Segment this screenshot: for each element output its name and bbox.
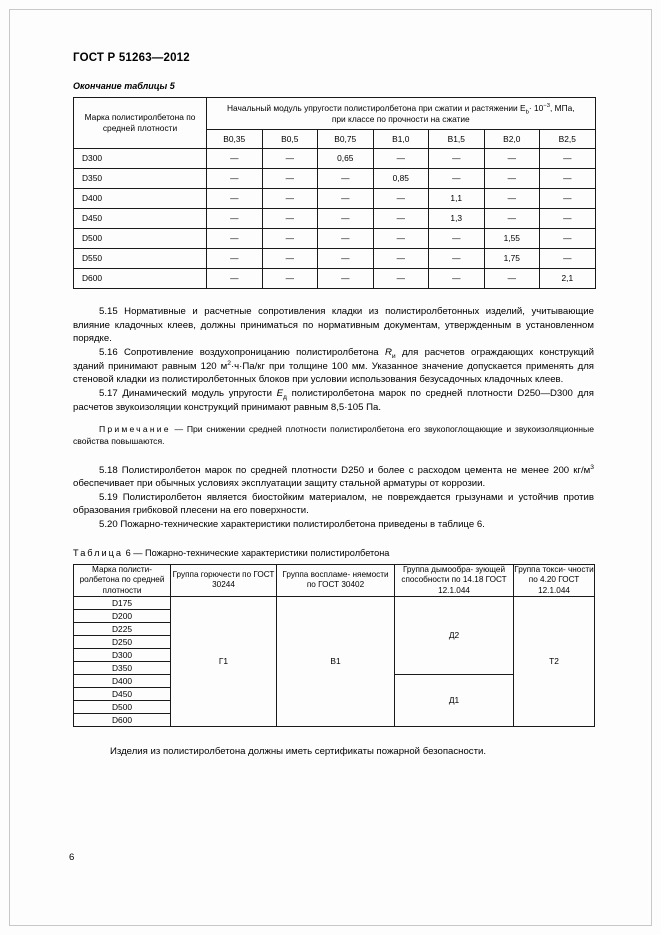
table5-cell: — <box>429 149 485 169</box>
table5-cell: — <box>484 269 540 289</box>
table5-cell: — <box>484 169 540 189</box>
table5-cell: 1,55 <box>484 229 540 249</box>
table5-group-exponent: −3 <box>543 103 550 110</box>
table5-cell: — <box>540 189 596 209</box>
body-text-block <box>73 305 594 414</box>
clause-5-16-part2: для расчетов ограждающих конструкций зданий принимают равным 120 м <box>73 347 594 372</box>
page-number: 6 <box>69 852 75 863</box>
table5-cell: — <box>262 249 318 269</box>
table-row <box>74 169 596 189</box>
table5-cell: — <box>207 189 263 209</box>
table6-row-mark: D250 <box>74 636 171 649</box>
table5-cell: 0,85 <box>373 169 429 189</box>
table6-toxicity-value: Т2 <box>514 597 595 727</box>
table5-cell: — <box>429 169 485 189</box>
table5-cell: — <box>429 249 485 269</box>
table5-cell: — <box>540 149 596 169</box>
table6-row-mark: D400 <box>74 675 171 688</box>
table6-row-mark: D450 <box>74 688 171 701</box>
table5-header-row-1 <box>74 98 596 130</box>
clause-5-17-part1: 5.17 Динамический модуль упругости <box>99 387 277 399</box>
table5-cell: — <box>262 269 318 289</box>
clause-5-20: 5.20 Пожарно-технические характеристики полистиролбетона приведены в таблице 6. <box>99 518 485 530</box>
clause-5-17-part2: полистиролбетона марок по средней плотности D250—D300 для расчетов звукоизоляции конструкций принимают равным 8,5·105 Па. <box>73 387 594 413</box>
table6-row-mark: D350 <box>74 662 171 675</box>
table5-cell: — <box>373 229 429 249</box>
table5-cell: — <box>318 209 374 229</box>
table6-header-row <box>74 564 595 597</box>
table6-caption-number: 6 <box>123 547 131 558</box>
clause-5-17-symbol-subscript: д <box>283 393 287 401</box>
table5-cell: — <box>373 149 429 169</box>
table-5 <box>73 97 596 289</box>
table-row <box>74 209 596 229</box>
standard-number-header: ГОСТ Р 51263—2012 <box>73 52 190 64</box>
table6-caption-text: — Пожарно-технические характеристики полистиролбетона <box>130 547 390 558</box>
table5-cell: — <box>318 169 374 189</box>
table5-cell: 1,1 <box>429 189 485 209</box>
table5-cell: — <box>429 269 485 289</box>
table5-group-multiplier: · 10 <box>528 103 544 113</box>
table5-row-mark: D550 <box>74 249 207 269</box>
table5-caption: Окончание таблицы 5 <box>73 81 175 91</box>
table5-group-header <box>207 98 596 130</box>
table5-cell: — <box>373 269 429 289</box>
table6-header-smoke: Группа дымообра- зующей способности по 14.18 ГОСТ 12.1.044 <box>395 564 514 597</box>
clause-5-17-symbol: E <box>276 387 284 399</box>
table5-cell: — <box>484 189 540 209</box>
table5-cell: — <box>540 249 596 269</box>
table5-row-mark: D400 <box>74 189 207 209</box>
closing-paragraph: Изделия из полистиролбетона должны иметь сертификаты пожарной безопасности. <box>110 746 487 758</box>
clause-5-16-part3: ·ч·Па/кг при толщине 100 мм. Указанное значение допускается применять для стеновой кладки из полистиролбетонных блоков при условии использования безусадочных кладочных клеев. <box>73 360 594 386</box>
table6-smoke-value-lower: Д1 <box>395 675 514 727</box>
table6-flammability-value: Г1 <box>171 597 277 727</box>
table5-group-line2-text: при классе по прочности на сжатие <box>331 113 470 124</box>
note-text: — При снижении средней плотности полистиролбетона его звукопоглощающие и звукоизоляционные свойства повышаются. <box>73 424 594 447</box>
table5-cell: — <box>318 249 374 269</box>
table5-cell: — <box>207 169 263 189</box>
table-row <box>74 229 596 249</box>
table5-cell: — <box>373 209 429 229</box>
table5-class-header-6: В2,5 <box>540 129 596 149</box>
table5-cell: — <box>262 149 318 169</box>
table5-cell: — <box>540 229 596 249</box>
table6-caption-label: Таблица <box>73 547 124 558</box>
clause-5-15: 5.15 Нормативные и расчетные сопротивления кладки из полистиролбетонных изделий, учитывающие влияние кладочных клеев, должны приниматься по нормативным документам, утвержденным в установленном порядке. <box>73 306 594 345</box>
table6-header-toxicity: Группа токси- чности по 4.20 ГОСТ 12.1.044 <box>514 564 594 595</box>
table5-cell: — <box>318 189 374 209</box>
table5-class-header-5: В2,0 <box>484 129 540 149</box>
clause-5-18-part2: обеспечивает при обычных условиях эксплуатации защиту стальной арматуры от коррозии. <box>73 478 486 490</box>
table6-body <box>74 597 595 727</box>
table5-class-header-4: В1,5 <box>429 129 485 149</box>
table6-caption <box>73 548 594 558</box>
table6-row-mark: D300 <box>74 649 171 662</box>
table6-row-mark: D225 <box>74 623 171 636</box>
table5-cell: — <box>262 229 318 249</box>
table5-mark-column-header: Марка полистиролбетона по средней плотности <box>74 98 207 149</box>
table-row <box>74 269 596 289</box>
table5-cell: — <box>373 249 429 269</box>
table5-cell: 0,65 <box>318 149 374 169</box>
table5-class-header-2: В0,75 <box>318 129 374 149</box>
table5-cell: — <box>207 229 263 249</box>
clause-5-16-symbol: R <box>384 347 392 359</box>
table6-row-mark: D500 <box>74 701 171 714</box>
clause-5-18 <box>73 464 594 491</box>
table5-cell: — <box>540 209 596 229</box>
table5-class-header-0: В0,35 <box>207 129 263 149</box>
table5-body <box>74 149 596 289</box>
note-paragraph <box>73 423 594 447</box>
table6-ignitability-value: В1 <box>277 597 395 727</box>
table5-cell: — <box>207 249 263 269</box>
clause-5-19: 5.19 Полистиролбетон является биостойким материалом, не повреждается грызунами и устойчив против образования грибковой плесени на его поверхности. <box>73 491 594 517</box>
table5-cell: — <box>262 169 318 189</box>
table5-cell: — <box>262 189 318 209</box>
table5-row-mark: D300 <box>74 149 207 169</box>
table5-cell: 1,3 <box>429 209 485 229</box>
table6-row-mark: D600 <box>74 714 171 727</box>
table6-smoke-value-upper: Д2 <box>395 597 514 675</box>
table5-cell: — <box>318 269 374 289</box>
table5-cell: — <box>207 269 263 289</box>
clause-5-16-part1: 5.16 Сопротивление воздухопроницанию полистиролбетона <box>99 347 385 359</box>
table6-header-ignitability: Группа воспламе- няемости по ГОСТ 30402 <box>277 564 395 597</box>
table5-row-mark: D600 <box>74 269 207 289</box>
table5-cell: 1,75 <box>484 249 540 269</box>
table6-header-flammability: Группа горючести по ГОСТ 30244 <box>171 564 277 597</box>
table-row <box>74 189 596 209</box>
table-row <box>74 597 595 610</box>
clause-5-16 <box>73 346 594 387</box>
table6-header-mark: Марка полисти- ролбетона по средней плотности <box>74 564 171 597</box>
table-row <box>74 249 596 269</box>
page-content <box>73 0 594 757</box>
table6-row-mark: D175 <box>74 597 171 610</box>
table5-cell: — <box>207 209 263 229</box>
clause-5-16-exponent: 2 <box>227 359 231 367</box>
table5-cell: — <box>373 189 429 209</box>
table6-row-mark: D200 <box>74 610 171 623</box>
clause-5-18-exponent: 3 <box>590 463 594 471</box>
table5-row-mark: D350 <box>74 169 207 189</box>
clause-5-18-part1: 5.18 Полистиролбетон марок по средней плотности D250 и более с расходом цемента не менее 200 кг/м <box>99 464 591 476</box>
table5-group-units: , МПа, <box>550 103 575 113</box>
table5-class-header-1: В0,5 <box>262 129 318 149</box>
clause-5-16-symbol-subscript: и <box>391 352 396 360</box>
table5-cell: — <box>207 149 263 169</box>
table5-group-symbol-subscript: b <box>525 109 529 116</box>
table5-cell: — <box>262 209 318 229</box>
table-row <box>74 149 596 169</box>
note-label: Примечание <box>99 424 171 435</box>
table5-class-header-3: В1,0 <box>373 129 429 149</box>
table5-cell: — <box>540 169 596 189</box>
table5-row-mark: D500 <box>74 229 207 249</box>
table5-cell: 2,1 <box>540 269 596 289</box>
table5-cell: — <box>484 149 540 169</box>
table5-cell: — <box>318 229 374 249</box>
table5-cell: — <box>484 209 540 229</box>
clause-5-17 <box>73 387 594 414</box>
body-text-block-2 <box>73 464 594 532</box>
table5-row-mark: D450 <box>74 209 207 229</box>
table5-group-line1-text: Начальный модуль упругости полистиролбетона при сжатии и растяжении E <box>226 103 526 113</box>
table5-cell: — <box>429 229 485 249</box>
table-6 <box>73 564 595 728</box>
